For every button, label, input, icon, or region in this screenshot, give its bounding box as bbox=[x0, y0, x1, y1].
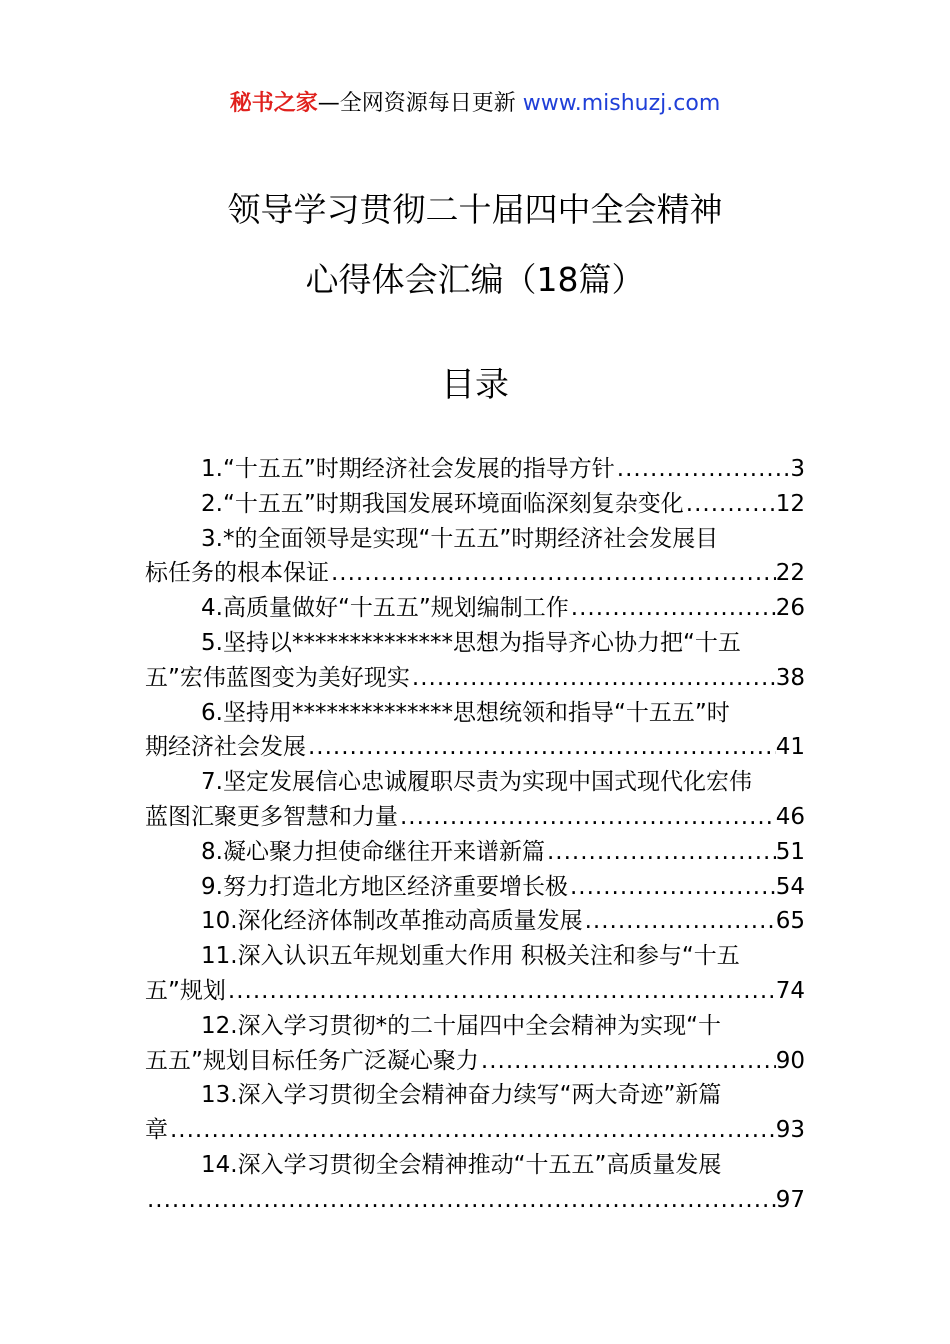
toc-page-number: 38 bbox=[775, 664, 805, 691]
toc-entry[interactable] bbox=[145, 870, 805, 905]
site-brand: 秘书之家 bbox=[229, 91, 318, 116]
table-of-contents bbox=[145, 452, 805, 1218]
toc-entry-line bbox=[145, 661, 805, 696]
toc-heading: 目录 bbox=[441, 365, 509, 405]
toc-page-number: 12 bbox=[775, 490, 805, 517]
toc-entry-line bbox=[145, 696, 805, 731]
toc-entry-title: 13.深入学习贯彻全会精神奋力续写“两大奇迹”新篇 bbox=[201, 1082, 722, 1109]
toc-page-number: 3 bbox=[790, 456, 805, 482]
toc-entry-title: 8.凝心聚力担使命继往开来谱新篇 bbox=[201, 838, 545, 865]
toc-entry-title: 期经济社会发展 bbox=[145, 734, 306, 761]
toc-dot-leader bbox=[398, 800, 776, 835]
toc-page-number: 90 bbox=[775, 1047, 805, 1074]
toc-entry-title: 14.深入学习贯彻全会精神推动“十五五”高质量发展 bbox=[201, 1151, 722, 1178]
toc-page-number: 54 bbox=[775, 873, 805, 900]
toc-dot-leader bbox=[583, 904, 776, 939]
toc-dot-leader bbox=[545, 835, 776, 870]
toc-dot-leader bbox=[615, 452, 791, 487]
toc-entry-line bbox=[145, 870, 805, 905]
toc-dot-leader bbox=[168, 1113, 776, 1148]
toc-dot-leader bbox=[329, 556, 776, 591]
toc-entry[interactable] bbox=[145, 1148, 805, 1218]
toc-entry-title: 五”规划 bbox=[145, 977, 226, 1004]
toc-dot-leader bbox=[226, 974, 776, 1009]
toc-entry-title: 7.坚定发展信心忠诚履职尽责为实现中国式现代化宏伟 bbox=[201, 769, 752, 796]
toc-entry-title: 4.高质量做好“十五五”规划编制工作 bbox=[201, 595, 569, 622]
toc-entry[interactable] bbox=[145, 522, 805, 592]
toc-entry-line bbox=[145, 591, 805, 626]
toc-entry-line bbox=[145, 452, 805, 487]
toc-entry-title: 五”宏伟蓝图变为美好现实 bbox=[145, 664, 410, 691]
toc-entry[interactable] bbox=[145, 487, 805, 522]
toc-page-number: 51 bbox=[775, 838, 805, 865]
toc-entry-title: 6.坚持用**************思想统领和指导“十五五”时 bbox=[201, 699, 730, 726]
toc-entry-line bbox=[145, 626, 805, 661]
toc-dot-leader bbox=[306, 730, 776, 765]
toc-entry[interactable] bbox=[145, 626, 805, 696]
toc-entry-title: 2.“十五五”时期我国发展环境面临深刻复杂变化 bbox=[201, 490, 684, 517]
toc-dot-leader bbox=[479, 1044, 776, 1079]
toc-entry[interactable] bbox=[145, 939, 805, 1009]
toc-entry-title: 11.深入认识五年规划重大作用 积极关注和参与“十五 bbox=[201, 943, 740, 970]
toc-entry-line bbox=[145, 522, 805, 557]
toc-page-number: 41 bbox=[775, 734, 805, 761]
toc-entry-title: 蓝图汇聚更多智慧和力量 bbox=[145, 803, 398, 830]
toc-page-number: 93 bbox=[775, 1117, 805, 1144]
document-title-line-1: 领导学习贯彻二十届四中全会精神 bbox=[227, 190, 723, 229]
toc-entry-line bbox=[145, 835, 805, 870]
toc-entry-title: 5.坚持以**************思想为指导齐心协力把“十五 bbox=[201, 629, 741, 656]
toc-entry-title: 章 bbox=[145, 1117, 168, 1144]
document-title-line-2: 心得体会汇编（18篇） bbox=[305, 260, 645, 299]
toc-entry-title: 1.“十五五”时期经济社会发展的指导方针 bbox=[201, 456, 615, 482]
toc-entry[interactable] bbox=[145, 696, 805, 766]
toc-entry[interactable] bbox=[145, 452, 805, 487]
toc-entry-title: 五五”规划目标任务广泛凝心聚力 bbox=[145, 1047, 479, 1074]
toc-entry-line bbox=[145, 939, 805, 974]
toc-entry-title: 标任务的根本保证 bbox=[145, 560, 329, 587]
toc-page-number: 46 bbox=[775, 803, 805, 830]
toc-entry-line bbox=[145, 730, 805, 765]
toc-entry-line bbox=[145, 800, 805, 835]
toc-entry-title: 10.深化经济体制改革推动高质量发展 bbox=[201, 908, 583, 935]
toc-entry-line bbox=[145, 1044, 805, 1079]
toc-entry-line bbox=[145, 1183, 805, 1218]
toc-page-number: 26 bbox=[775, 595, 805, 622]
site-url-link[interactable]: www.mishuzj.com bbox=[522, 91, 721, 116]
toc-entry[interactable] bbox=[145, 591, 805, 626]
toc-entry-line bbox=[145, 904, 805, 939]
toc-entry-line bbox=[145, 1078, 805, 1113]
toc-entry[interactable] bbox=[145, 1009, 805, 1079]
toc-entry-title: 3.*的全面领导是实现“十五五”时期经济社会发展目 bbox=[201, 525, 719, 552]
toc-entry[interactable] bbox=[145, 904, 805, 939]
toc-entry-title: 12.深入学习贯彻*的二十届四中全会精神为实现“十 bbox=[201, 1012, 721, 1039]
toc-dot-leader bbox=[410, 661, 776, 696]
toc-entry[interactable] bbox=[145, 1078, 805, 1148]
toc-entry-line bbox=[145, 1009, 805, 1044]
toc-dot-leader bbox=[569, 591, 776, 626]
toc-entry-line bbox=[145, 974, 805, 1009]
toc-entry-line bbox=[145, 1113, 805, 1148]
toc-entry[interactable] bbox=[145, 835, 805, 870]
toc-page-number: 22 bbox=[775, 560, 805, 587]
toc-entry-line bbox=[145, 487, 805, 522]
toc-entry-title: 9.努力打造北方地区经济重要增长极 bbox=[201, 873, 568, 900]
toc-page-number: 97 bbox=[775, 1186, 805, 1213]
toc-entry-line bbox=[145, 1148, 805, 1183]
toc-dot-leader bbox=[568, 870, 776, 905]
toc-entry-line bbox=[145, 765, 805, 800]
toc-page-number: 74 bbox=[775, 977, 805, 1004]
toc-dot-leader bbox=[684, 487, 776, 522]
toc-entry-line bbox=[145, 556, 805, 591]
toc-page-number: 65 bbox=[775, 908, 805, 935]
site-header bbox=[0, 86, 950, 122]
toc-dot-leader bbox=[145, 1183, 776, 1218]
toc-entry[interactable] bbox=[145, 765, 805, 835]
site-tagline: —全网资源每日更新 bbox=[317, 91, 523, 116]
